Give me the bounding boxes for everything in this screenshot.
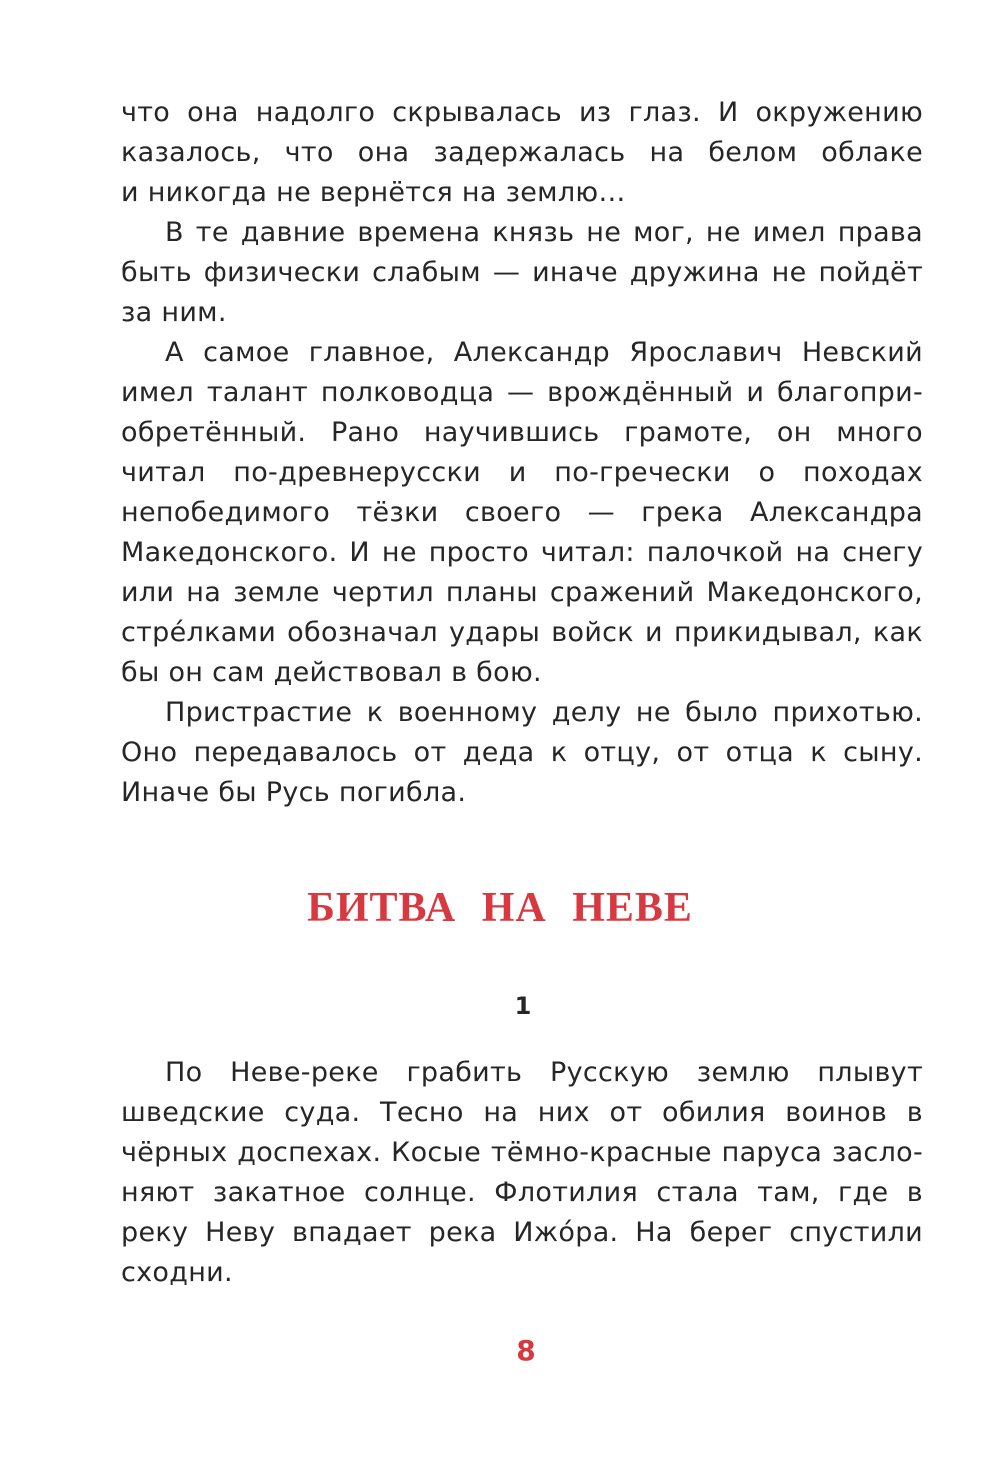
chapter-heading: БИТВА НА НЕВЕ [307, 885, 693, 931]
text-line: непобедимого тёзки своего — грека Александра [121, 497, 923, 528]
text-line: Оно передавалось от деда к отцу, от отца к сыну. [121, 737, 923, 768]
text-line: или на земле чертил планы сражений Македонского, [121, 577, 923, 608]
body-text-block [121, 1053, 923, 1293]
text-line: А самое главное, Александр Ярославич Невский [165, 337, 923, 368]
text-line: Иначе бы Русь погибла. [121, 777, 467, 808]
text-line: Македонского. И не просто читал: палочкой на снегу [121, 537, 923, 568]
text-line: читал по-древнерусски и по-гречески о походах [121, 457, 923, 488]
text-line: обретённый. Рано научившись грамоте, он много [121, 417, 923, 448]
page-number: 8 [516, 1334, 536, 1367]
section-number: 1 [514, 992, 532, 1020]
text-line: имел талант полководца — врождённый и благопри- [121, 377, 923, 408]
text-line: за ним. [121, 297, 227, 328]
text-line: быть физически слабым — иначе дружина не пойдёт [121, 257, 923, 288]
text-line: что она надолго скрывалась из глаз. И окружению [121, 97, 923, 128]
text-line: По Неве-реке грабить Русскую землю плывут [165, 1057, 923, 1088]
text-line: и никогда не вернётся на землю… [121, 177, 626, 208]
text-line: Пристрастие к военному делу не было прихотью. [165, 697, 923, 728]
text-line: сходни. [121, 1257, 233, 1288]
text-line: бы он сам действовал в бою. [121, 657, 542, 688]
text-line: стре́лками обозначал удары войск и прикидывал, как [121, 617, 923, 648]
text-line: чёрных доспехах. Косые тёмно-красные паруса засло- [121, 1137, 923, 1168]
text-line: казалось, что она задержалась на белом облаке [121, 137, 923, 168]
text-line: В те давние времена князь не мог, не имел права [165, 217, 923, 248]
text-line: реку Неву впадает река Ижо́ра. На берег спустили [121, 1217, 923, 1248]
body-text-block [121, 93, 923, 813]
text-line: шведские суда. Тесно на них от обилия воинов в [121, 1097, 923, 1128]
text-line: няют закатное солнце. Флотилия стала там, где в [121, 1177, 923, 1208]
